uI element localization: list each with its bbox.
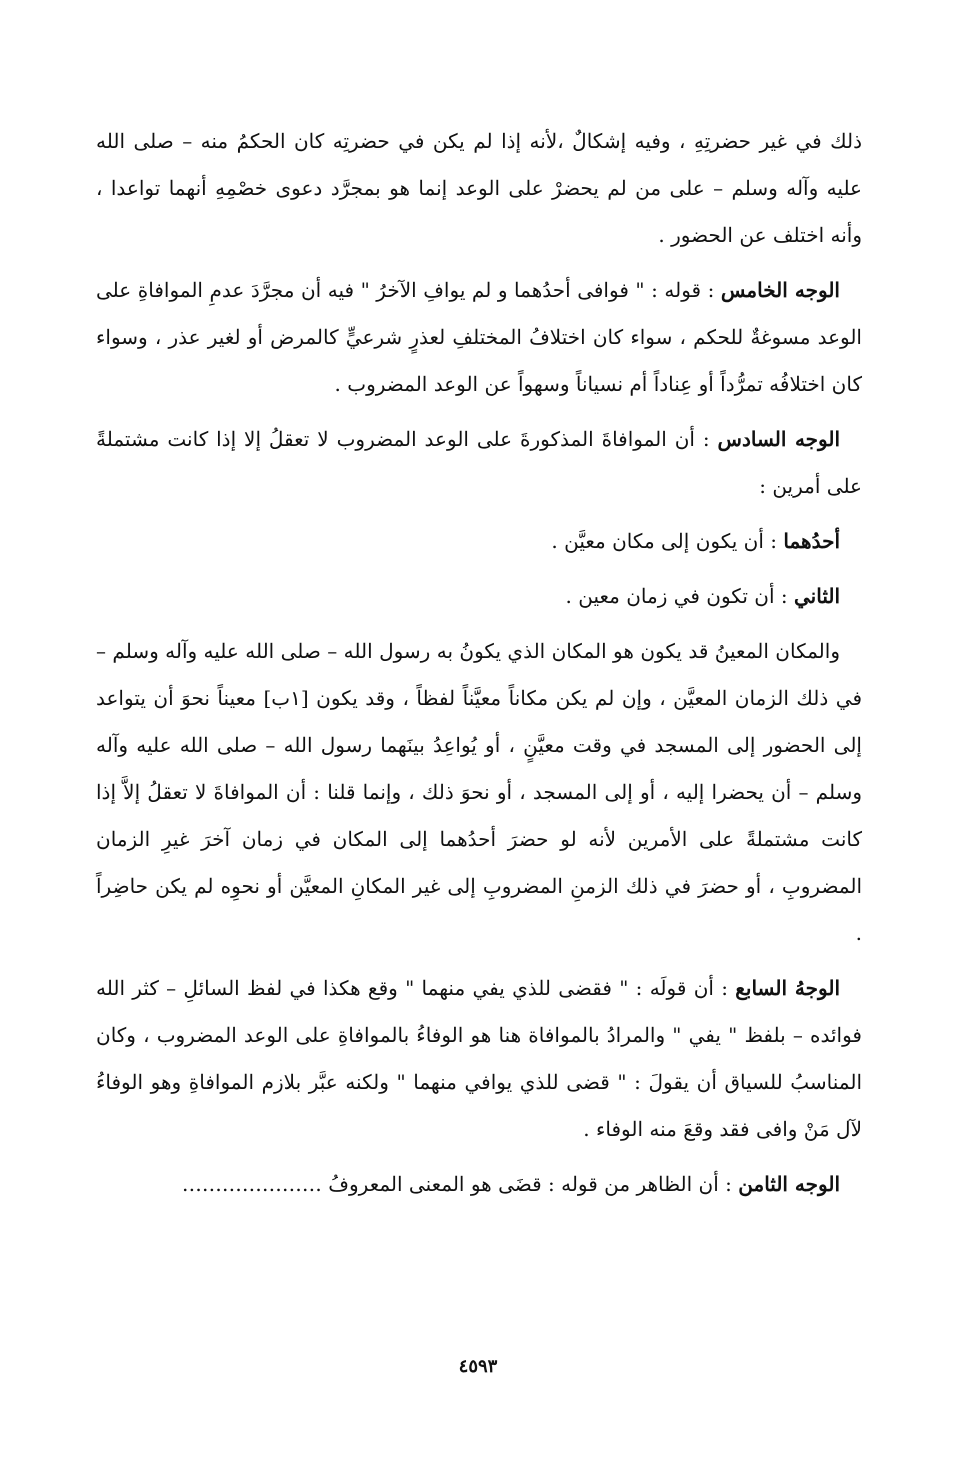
paragraph-specific-place-text: والمكان المعينُ قد يكون هو المكان الذي يكونُ به رسول الله – صلى الله عليه وآله وسلم – في ذلك الزمان المعيَّن ، وإن لم يكن مكاناً معيَّناً لفظاً ، وقد يكون [١ب] معيناً نحوَ أن يتواعد إلى الحضور إلى المسجد في وقت معيَّنٍ ، أو يُواعِدُ بينَهما رسول الله – صلى الله عليه وآله وسلم – أن يحضرا إليه ، أو إلى المسجد ، أو نحوَ ذلك ، وإنما قلنا : أن الموافاةَ لا تعقلُ إلاَّ إذا كانت مشتملةً على الأمرين لأنه لو حضرَ أحدُهما إلى المكان في زمان آخرَ غيرِ الزمان المضروبِ ، أو حضرَ في ذلك الزمنِ المضروبِ إلى غير المكانِ المعيَّن أو نحوِه لم يكن حاضِراً . bbox=[96, 639, 863, 945]
paragraph-specific-place bbox=[96, 628, 862, 957]
paragraph-fifth-aspect bbox=[96, 267, 862, 408]
heading-seventh-aspect: الوجهُ السابع bbox=[735, 976, 841, 1000]
paragraph-eighth-aspect-text: : أن الظاهر من قوله : قضَى هو المعنى المعروفُ bbox=[321, 1172, 739, 1196]
paragraph-second-of-two bbox=[96, 573, 862, 620]
body-text bbox=[96, 118, 862, 1216]
paragraph-1 bbox=[96, 118, 862, 259]
heading-first-of-two: أحدُهما bbox=[783, 529, 840, 553]
paragraph-first-of-two bbox=[96, 518, 862, 565]
continuation-dots: ………………… bbox=[181, 1172, 322, 1196]
heading-sixth-aspect: الوجه السادس bbox=[717, 427, 841, 451]
paragraph-sixth-aspect-text: : أن الموافاةَ المذكورةَ على الوعد المضروب لا تعقلُ إلا إذا كانت مشتملةً على أمرين : bbox=[96, 427, 862, 498]
paragraph-second-of-two-text: : أن تكون في زمان معين . bbox=[565, 584, 794, 608]
heading-second-of-two: الثاني bbox=[793, 584, 840, 608]
paragraph-seventh-aspect-text: : أن قولَه : " فقضى للذي يفي منهما " وقع هكذا في لفظ السائلِ – كثر الله فوائده – بلفظ " يفي " والمرادُ بالموافاة هنا هو الوفاءُ بالموافاةِ على الوعد المضروب ، وكان المناسبُ للسياق أن يقولَ : " قضى للذي يوافي منهما " ولكنه عبَّر بلازم الموافاةِ وهو الوفاءُ لآل مَنْ وافى فقد وقعَ منه الوفاء . bbox=[96, 976, 862, 1141]
paragraph-fifth-aspect-text: : قوله : " فوافى أحدُهما و لم يوافِ الآخرُ " فيه أن مجرَّدَ عدمِ الموافاةِ على الوعد مسوغةٌ للحكم ، سواء كان اختلافُ المختلفِ لعذرٍ شرعيٍّ كالمرض أو لغير عذر ، وسواء كان اختلافُه تمرُّداً أو عِناداً أم نسياناً وسهواً عن الوعد المضروب . bbox=[96, 278, 862, 396]
paragraph-seventh-aspect bbox=[96, 965, 862, 1153]
paragraph-first-of-two-text: : أن يكون إلى مكان معيَّن . bbox=[551, 529, 784, 553]
heading-eighth-aspect: الوجه الثامن bbox=[738, 1172, 840, 1196]
heading-fifth-aspect: الوجه الخامس bbox=[720, 278, 840, 302]
page-number: ٤٥٩٣ bbox=[458, 1356, 498, 1377]
paragraph-eighth-aspect bbox=[96, 1161, 862, 1208]
paragraph-1-text: ذلك في غير حضرتِهِ ، وفيه إشكالٌ ،لأنه إذا لم يكن في حضرتِه كان الحكمُ منه – صلى الله عليه وآله وسلم – على من لم يحضرْ على الوعد إنما هو بمجرَّد دعوى خصْمِهِ أنهما تواعدا ، وأنه اختلف عن الحضور . bbox=[96, 129, 862, 247]
paragraph-sixth-aspect bbox=[96, 416, 862, 510]
